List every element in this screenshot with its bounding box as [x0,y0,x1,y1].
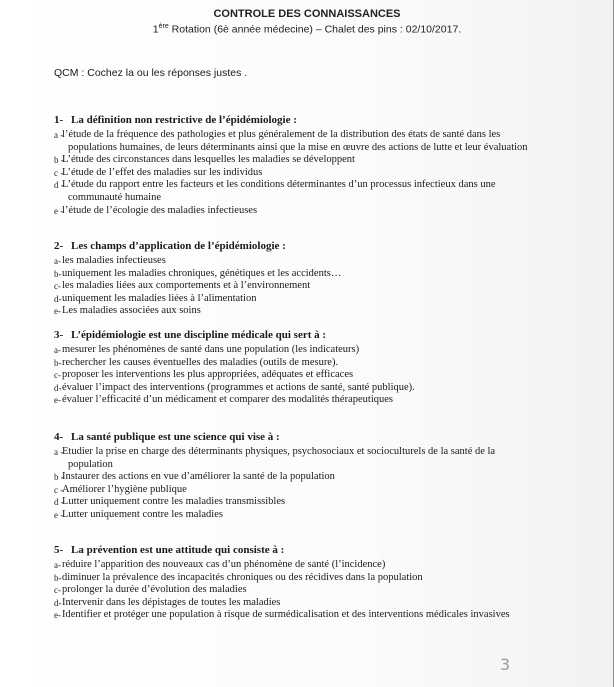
option-letter: c- [54,370,61,381]
option-text: évaluer l’efficacité d’un médicament et comparer des modalités thérapeutiques [62,394,393,406]
option-text: Etudier la prise en charge des déterminants physiques, psychosociaux et socioculturels de la santé de la [62,446,496,457]
option-letter: c- [54,281,61,292]
option-text: prolonger la durée d’évolution des maladies [62,584,247,596]
option-letter: c- [54,585,61,596]
question-number: 3- [54,329,64,341]
question-title [54,431,554,443]
option-b[interactable] [54,154,554,167]
question-number: 4- [54,431,64,443]
option-text: Lutter uniquement contre les maladies transmissibles [62,496,286,508]
option-d[interactable] [54,496,554,509]
option-letter: a- [54,256,61,266]
rotation-superscript: ère [158,23,169,30]
option-text: L’étude des circonstances dans lesquelles les maladies se développent [62,154,355,166]
instruction-label: QCM [54,67,79,79]
option-e[interactable] [54,394,554,407]
question-5 [54,544,554,622]
option-letter: e- [54,610,61,621]
option-letter: a- [54,560,61,570]
option-d[interactable] [54,597,554,610]
question-number: 2- [54,240,64,252]
option-c[interactable] [54,167,554,180]
option-text-continued: communauté humaine [68,191,162,203]
question-4 [54,431,554,522]
question-title [54,240,554,252]
option-letter: d - [54,497,64,508]
option-letter: d - [54,180,64,191]
handwritten-page-number: 3 [500,655,511,674]
question-1 [54,114,554,217]
option-text: les maladies liées aux comportements et à l’environnement [62,280,311,292]
question-2 [54,240,554,318]
question-title-text: La définition non restrictive de l’épidémiologie : [71,114,297,126]
rotation-number: 1 [152,23,159,36]
option-text: Intervenir dans les dépistages de toutes les maladies [62,596,281,608]
option-a[interactable] [54,446,554,471]
option-text: Les maladies associées aux soins [62,305,201,317]
option-e[interactable] [54,305,554,318]
option-text: Identifier et protéger une population à risque de surmédicalisation et des interventions médicales invasives [62,609,510,621]
option-a[interactable] [54,559,554,572]
rotation-text: Rotation (6è année médecine) – Chalet des pins : 02/10/2017. [168,23,462,36]
option-d[interactable] [54,179,554,204]
option-b[interactable] [54,268,554,281]
option-text: proposer les interventions les plus appropriées, adéquates et efficaces [62,369,354,381]
option-letter: b- [54,572,62,583]
option-text: Lutter uniquement contre les maladies [62,508,223,520]
option-c[interactable] [54,369,554,382]
question-title-text: Les champs d’application de l’épidémiologie : [71,240,286,252]
option-letter: d- [54,293,62,304]
option-b[interactable] [54,471,554,484]
option-letter: a- [54,345,61,355]
option-e[interactable] [54,609,554,622]
option-text: uniquement les maladies liées à l’alimentation [62,292,257,304]
question-number: 5- [54,544,64,556]
option-letter: b- [54,268,62,279]
option-text: L’étude du rapport entre les facteurs et les conditions déterminantes d’un processus infectieux dans une [62,179,496,191]
option-text: mesurer les phénomènes de santé dans une population (les indicateurs) [62,344,360,355]
option-letter: e- [54,395,61,406]
option-e[interactable] [54,509,554,522]
question-number: 1- [54,114,64,126]
option-letter: a - [54,130,64,140]
question-3 [54,329,554,407]
option-b[interactable] [54,357,554,370]
question-title-text: L’épidémiologie est une discipline médicale qui sert à : [71,329,327,341]
page-subtitle [0,23,614,36]
option-letter: d- [54,597,62,608]
option-letter: c - [54,484,64,495]
option-letter: e- [54,306,61,317]
question-title-text: La prévention est une attitude qui consiste à : [71,544,285,556]
option-a[interactable] [54,129,554,154]
question-title-text: La santé publique est une science qui vise à : [71,431,280,443]
option-text: l’étude de l’écologie des maladies infectieuses [62,204,258,216]
option-text: L’étude de l’effet des maladies sur les individus [62,166,263,178]
option-c[interactable] [54,584,554,597]
option-letter: a - [54,447,64,457]
option-c[interactable] [54,484,554,497]
option-text: réduire l’apparition des nouveaux cas d’un phénomène de santé (l’incidence) [62,559,386,570]
option-text-continued: population [68,458,113,470]
option-text: uniquement les maladies chroniques, génétiques et les accidents… [62,267,342,279]
option-text-continued: populations humaines, de leurs déterminants ainsi que la mise en œuvre des actions de lutte et leur évaluation [68,141,528,153]
option-text: évaluer l’impact des interventions (programmes et actions de santé, santé publique). [62,381,415,393]
option-d[interactable] [54,382,554,395]
option-a[interactable] [54,255,554,268]
option-letter: b - [54,155,64,166]
option-text: les maladies infectieuses [62,255,166,266]
option-text: rechercher les causes éventuelles des maladies (outils de mesure). [62,356,339,368]
option-text: Instaurer des actions en vue d’améliorer la santé de la population [62,471,335,483]
option-text: l’étude de la fréquence des pathologies et plus généralement de la distribution des états de santé dans les [62,129,501,140]
instructions [54,67,247,79]
question-title [54,544,554,556]
question-title [54,114,554,126]
option-c[interactable] [54,280,554,293]
option-e[interactable] [54,205,554,218]
option-letter: e - [54,205,64,216]
option-letter: e - [54,509,64,520]
option-text: diminuer la prévalence des incapacités chroniques ou des récidives dans la population [62,571,423,583]
option-letter: b - [54,472,64,483]
option-text: Améliorer l’hygiène publique [62,483,187,495]
option-d[interactable] [54,293,554,306]
page-title: CONTROLE DES CONNAISSANCES [213,8,401,20]
option-letter: b- [54,357,62,368]
question-title [54,329,554,341]
instruction-text: : Cochez la ou les réponses justes . [78,67,248,79]
option-letter: c - [54,167,64,178]
option-a[interactable] [54,344,554,357]
option-letter: d- [54,382,62,393]
option-b[interactable] [54,572,554,585]
